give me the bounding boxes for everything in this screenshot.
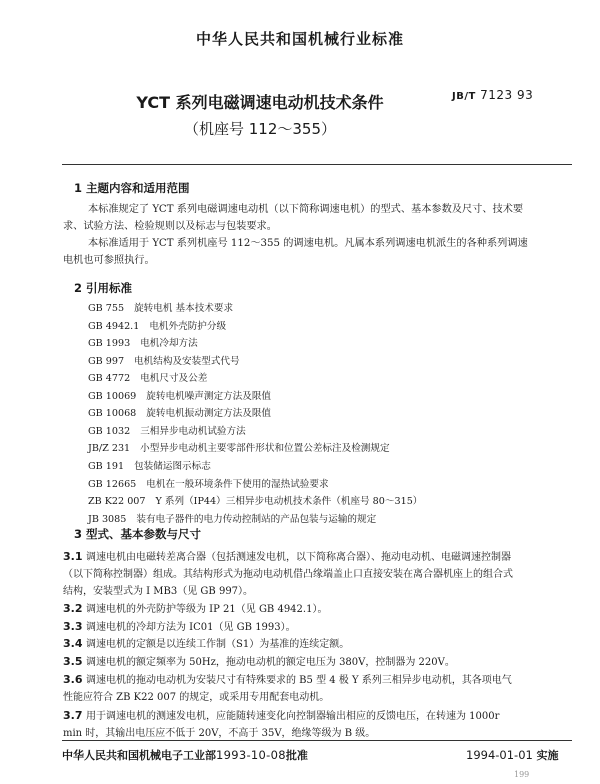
- reference-title: 旋转电机 基本技术要求: [134, 303, 234, 314]
- footer-implementation: [466, 747, 559, 763]
- implementation-label: 实施: [536, 749, 559, 762]
- reference-code: GB 1993: [88, 338, 131, 350]
- issue-label: 批准: [285, 749, 308, 762]
- reference-code: GB 191: [88, 460, 125, 472]
- reference-title: 电机外壳防护分级: [149, 320, 227, 332]
- clause-number: 3.4: [63, 637, 83, 650]
- reference-title: 旋转电机噪声测定方法及限值: [146, 390, 272, 402]
- issue-date: 1993-10-08: [216, 748, 286, 762]
- reference-item: [88, 407, 271, 421]
- reference-title: 电机尺寸及公差: [140, 373, 208, 385]
- footer-issuer: [62, 747, 308, 763]
- reference-title: 电机在一般环境条件下使用的湿热试验要求: [146, 478, 329, 490]
- reference-code: GB 12665: [88, 478, 137, 490]
- clause-number: 3.2: [63, 602, 83, 615]
- clause-number: 3.5: [63, 655, 83, 668]
- reference-code: GB 10069: [88, 390, 137, 402]
- reference-item: [88, 495, 422, 509]
- clause-number: 3.7: [63, 709, 83, 722]
- section-3-heading: 3 型式、基本参数与尺寸: [74, 527, 202, 541]
- reference-code: GB 4772: [88, 373, 131, 385]
- standard-header: 中华人民共和国机械行业标准: [195, 30, 404, 48]
- reference-item: [88, 372, 207, 386]
- reference-title: 包装储运图示标志: [134, 460, 211, 472]
- standard-code-prefix: JB/T: [452, 91, 476, 102]
- clause-text: 调速电机的定额是以连续工作制（S1）为基准的连续定额。: [86, 639, 350, 650]
- clause-text: 调速电机的拖动电动机为安装尺寸有特殊要求的 B5 型 4 极 Y 系列三相异步电动机，其各项电气: [86, 675, 512, 686]
- document-subtitle: （机座号 112～355）: [183, 120, 337, 138]
- clause-continuation: （以下简称控制器）组成。其结构形式为拖动电动机借凸缘端盖止口直接安装在离合器机座上的组合式: [63, 569, 513, 580]
- document-title: YCT 系列电磁调速电动机技术条件: [136, 93, 384, 112]
- reference-title: Y 系列（IP44）三相异步电动机技术条件（机座号 80～315）: [155, 496, 423, 508]
- reference-code: GB 10068: [88, 408, 137, 420]
- section-1-p1-line1: 本标准规定了 YCT 系列电磁调速电动机（以下简称调速电机）的型式、基本参数及尺寸、技术要: [88, 204, 524, 215]
- reference-code: JB/Z 231: [88, 443, 131, 455]
- reference-title: 装有电子器件的电力传动控制站的产品包装与运输的规定: [136, 513, 377, 525]
- section-1-p2-line2: 电机也可参照执行。: [63, 255, 155, 266]
- reference-code: GB 1032: [88, 425, 131, 437]
- section-1-heading: 1 主题内容和适用范围: [74, 181, 190, 195]
- reference-item: [88, 320, 226, 334]
- clause-number: 3.1: [63, 550, 83, 563]
- reference-item: [88, 337, 198, 351]
- clause-continuation: min 时，其输出电压应不低于 20V，不高于 35V，绝缘等级为 B 级。: [63, 728, 376, 739]
- section-1-p2-line1: 本标准适用于 YCT 系列机座号 112～355 的调速电机。凡属本系列调速电机派生的各种系列调速: [88, 238, 528, 249]
- reference-item: [88, 390, 271, 404]
- standard-code-number: 7123 93: [480, 88, 534, 102]
- clause-continuation: 性能应符合 ZB K22 007 的规定，或采用专用配套电动机。: [63, 692, 330, 703]
- reference-code: JB 3085: [88, 513, 127, 525]
- implementation-date: 1994-01-01: [466, 748, 533, 762]
- reference-code: ZB K22 007: [88, 496, 146, 508]
- section-2-heading: 2 引用标准: [74, 281, 133, 295]
- reference-code: GB 4942.1: [88, 320, 140, 332]
- reference-title: 小型异步电动机主要零部件形状和位置公差标注及检测规定: [140, 443, 390, 455]
- reference-title: 旋转电机振动测定方法及限值: [146, 408, 272, 420]
- footer-rule: [62, 740, 572, 741]
- section-1-p1-line2: 求、试验方法、检验规则以及标志与包装要求。: [63, 221, 277, 232]
- reference-item: [88, 355, 240, 369]
- clause-continuation: 结构，安装型式为 I MB3（见 GB 997）。: [63, 586, 254, 597]
- reference-item: [88, 442, 390, 456]
- clause-text: 调速电机的外壳防护等级为 IP 21（见 GB 4942.1）。: [86, 604, 328, 615]
- reference-code: GB 997: [88, 355, 125, 367]
- clause-text: 用于调速电机的测速发电机，应能随转速变化向控制器输出相应的反馈电压，在转速为 1000r: [86, 711, 500, 722]
- reference-title: 电机结构及安装型式代号: [134, 355, 240, 367]
- clause-number: 3.3: [63, 620, 83, 633]
- reference-item: [88, 478, 329, 492]
- page-number: 199: [514, 770, 530, 779]
- reference-item: [88, 425, 246, 439]
- reference-title: 电机冷却方法: [140, 338, 198, 350]
- clause-text: 调速电机的额定频率为 50Hz，拖动电动机的额定电压为 380V，控制器为 220V。: [86, 657, 455, 668]
- reference-title: 三相异步电动机试验方法: [140, 425, 246, 437]
- issuer-name: 中华人民共和国机械电子工业部: [62, 749, 216, 762]
- reference-item: [88, 302, 233, 316]
- clause-text: 调速电机的冷却方法为 IC01（见 GB 1993）。: [86, 622, 296, 633]
- clause-text: 调速电机由电磁转差离合器（包括测速发电机，以下简称离合器）、拖动电动机、电磁调速控制器: [86, 552, 511, 563]
- reference-code: GB 755: [88, 303, 125, 314]
- header-rule: [62, 164, 572, 165]
- clause-number: 3.6: [63, 673, 83, 686]
- reference-item: [88, 460, 211, 474]
- reference-item: [88, 513, 376, 527]
